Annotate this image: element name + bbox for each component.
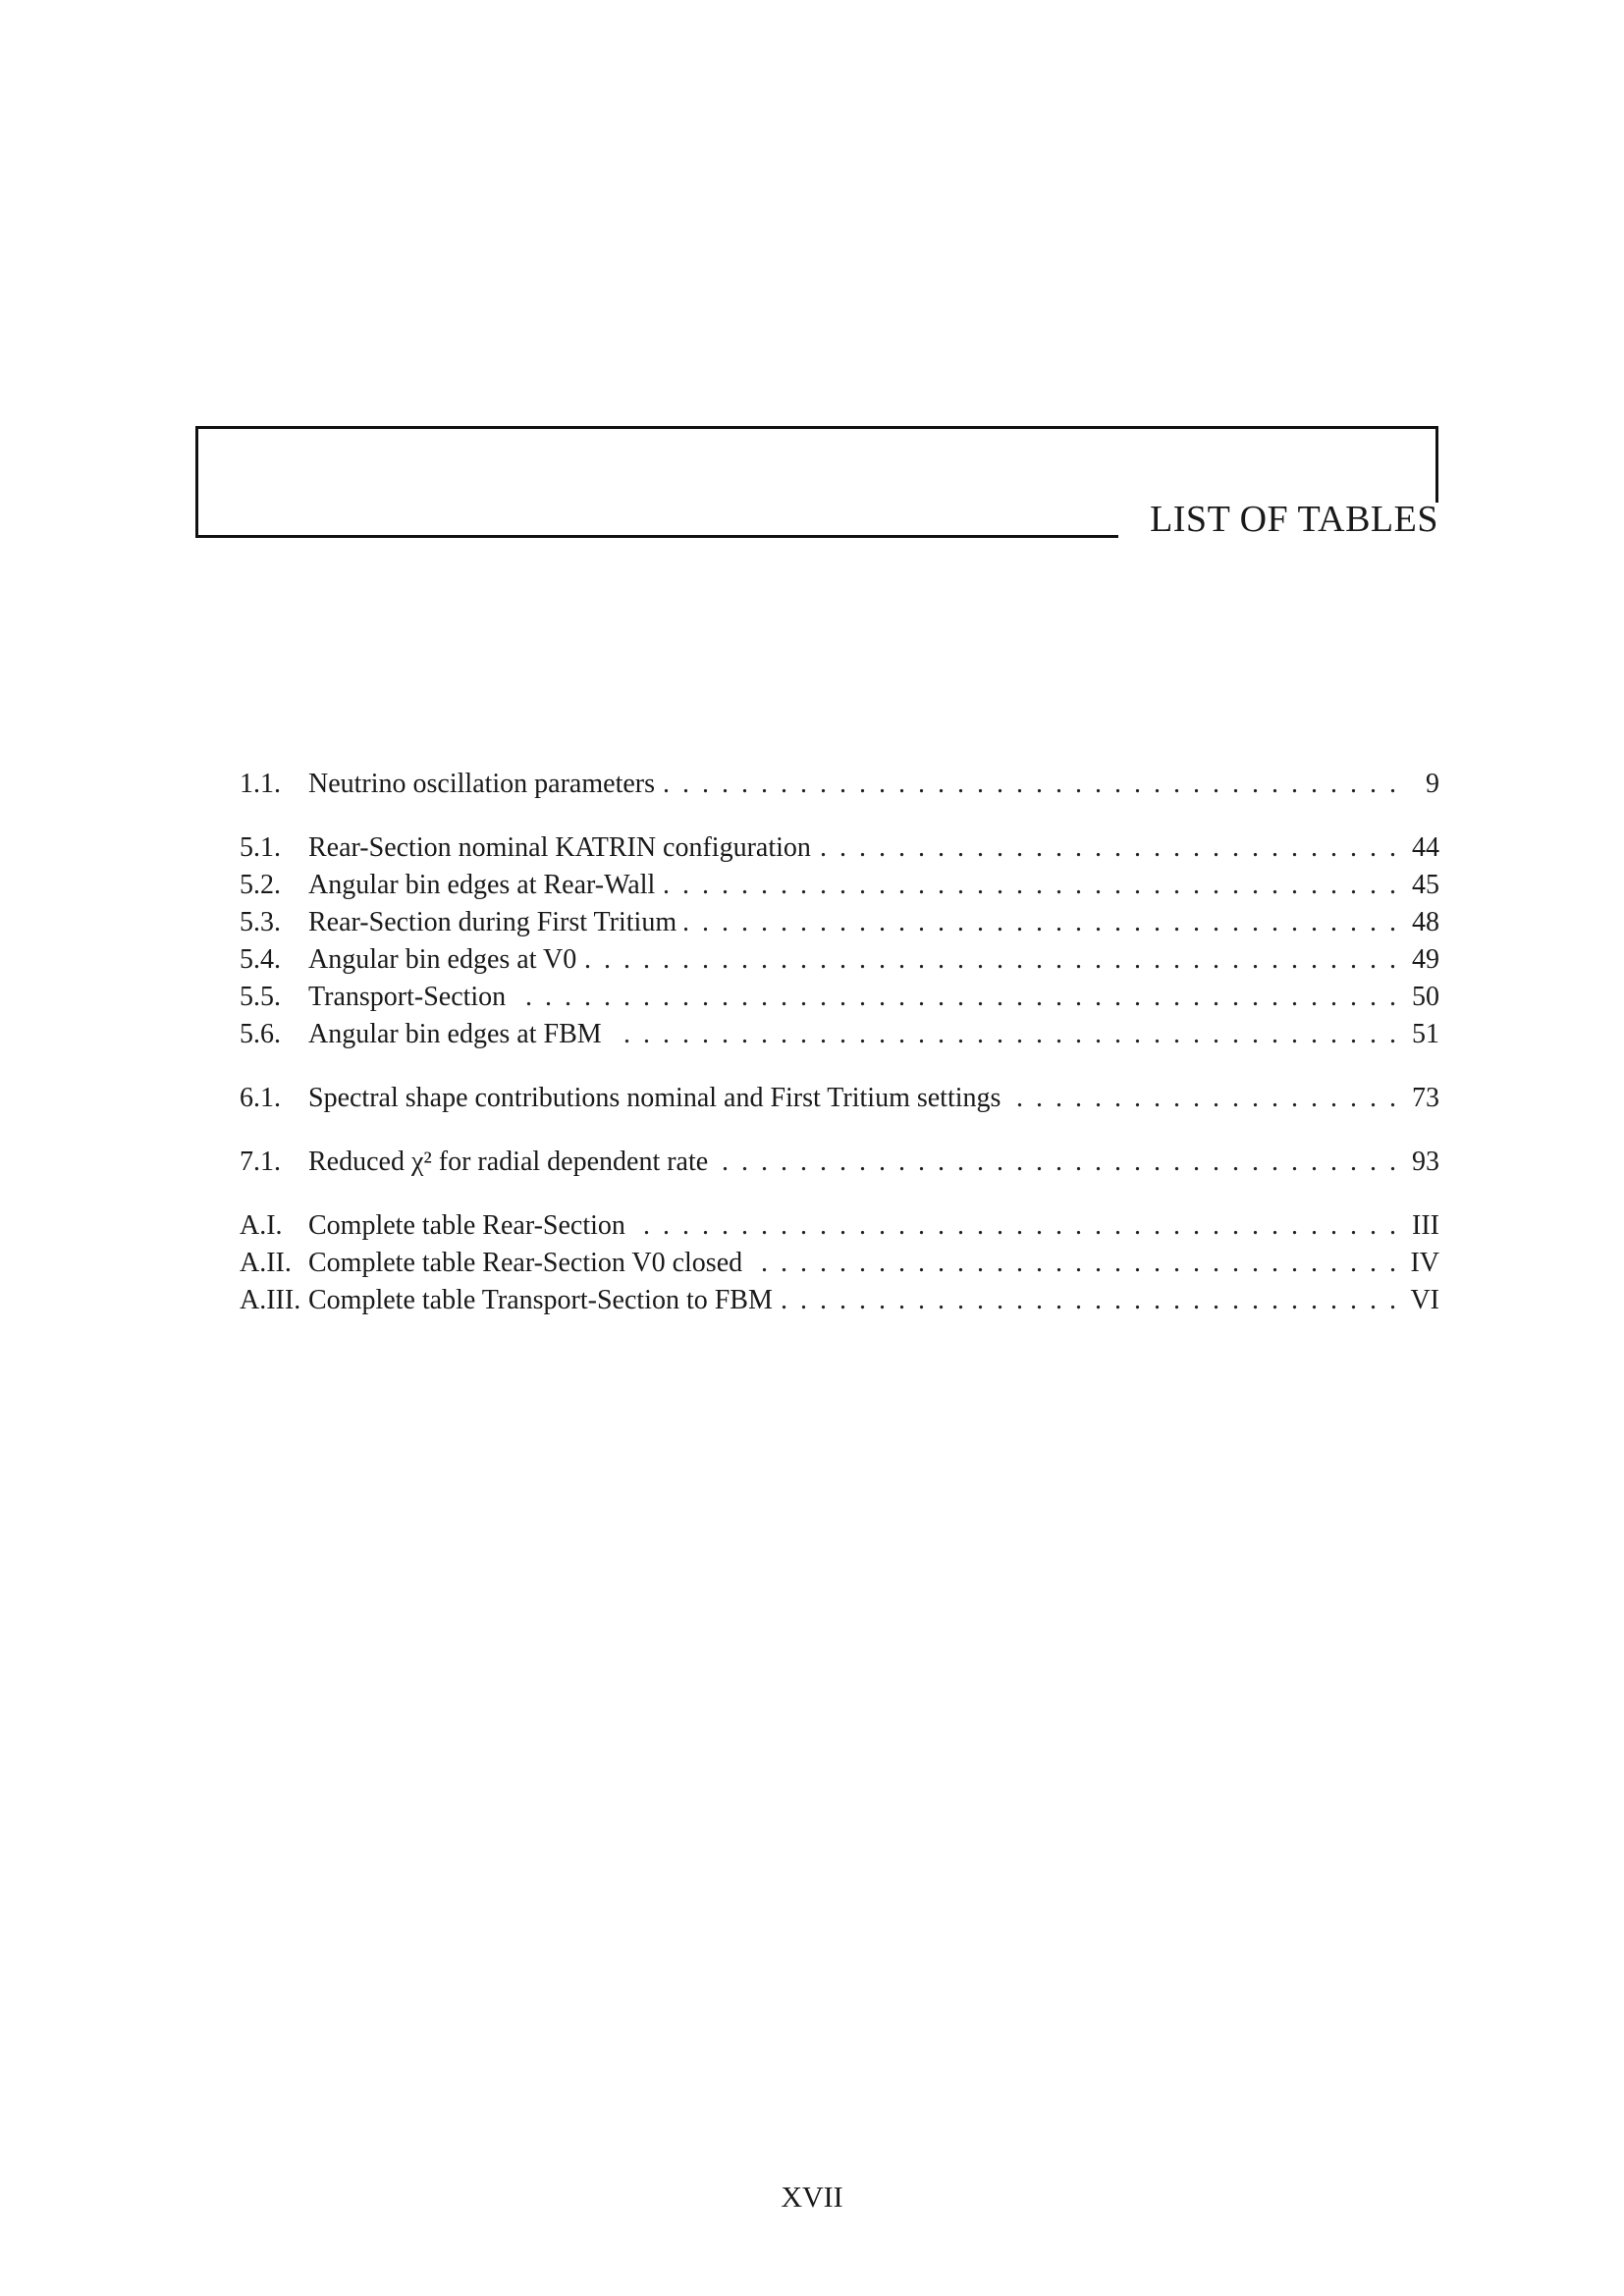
toc-entry[interactable] [240, 904, 1439, 941]
toc-entry-page: 49 [1412, 944, 1439, 975]
toc-entry-number: 5.6. [240, 1019, 281, 1049]
toc-entry-page: 44 [1412, 832, 1439, 863]
toc-dot-leader [663, 867, 1396, 904]
toc-entry[interactable] [240, 829, 1439, 867]
toc-entry-title: Complete table Rear-Section [308, 1210, 625, 1241]
toc-entry-title: Transport-Section [308, 982, 507, 1012]
toc-dot-leader [750, 1245, 1396, 1282]
toc-entry-number: A.I. [240, 1210, 283, 1241]
toc-dot-leader [1008, 1080, 1396, 1117]
toc-entry-number: 5.5. [240, 982, 281, 1012]
toc-entry-page: IV [1410, 1248, 1439, 1278]
toc-entry-title: Angular bin edges at FBM [308, 1019, 602, 1049]
toc-entry-title: Reduced χ² for radial dependent rate [308, 1147, 709, 1177]
toc-entry-number: 5.3. [240, 907, 281, 937]
toc-dot-leader [684, 904, 1396, 941]
toc-entry-title: Angular bin edges at Rear-Wall [308, 870, 656, 900]
toc-entry[interactable] [240, 1245, 1439, 1282]
toc-entry-number: 5.4. [240, 944, 281, 975]
list-of-tables [240, 766, 1439, 1346]
toc-entry-number: A.III. [240, 1285, 301, 1315]
toc-dot-leader [514, 979, 1396, 1016]
toc-dot-leader [584, 941, 1396, 979]
toc-group [240, 1144, 1439, 1181]
toc-entry-number: 5.1. [240, 832, 281, 863]
toc-entry-page: 50 [1412, 982, 1439, 1012]
toc-entry[interactable] [240, 1080, 1439, 1117]
frame-top-rule [195, 426, 1438, 429]
toc-group [240, 1207, 1439, 1319]
toc-entry-page: 51 [1412, 1019, 1439, 1049]
toc-entry-title: Rear-Section nominal KATRIN configuration [308, 832, 811, 863]
toc-entry-title: Spectral shape contributions nominal and First Tritium settings [308, 1083, 1001, 1113]
toc-entry[interactable] [240, 1016, 1439, 1053]
toc-entry-page: VI [1410, 1285, 1439, 1315]
toc-entry[interactable] [240, 867, 1439, 904]
toc-entry-title: Rear-Section during First Tritium [308, 907, 677, 937]
toc-entry-number: 1.1. [240, 769, 281, 799]
toc-entry[interactable] [240, 1144, 1439, 1181]
toc-entry-page: 48 [1412, 907, 1439, 937]
toc-entry-page: 45 [1412, 870, 1439, 900]
toc-entry-title: Complete table Rear-Section V0 closed [308, 1248, 743, 1278]
frame-left-rule [195, 426, 198, 538]
toc-entry-number: 6.1. [240, 1083, 281, 1113]
toc-entry-title: Neutrino oscillation parameters [308, 769, 655, 799]
toc-entry-page: III [1412, 1210, 1439, 1241]
chapter-heading-frame [195, 426, 1438, 538]
toc-dot-leader [610, 1016, 1396, 1053]
toc-entry[interactable] [240, 941, 1439, 979]
toc-entry-page: 73 [1412, 1083, 1439, 1113]
frame-right-rule [1435, 426, 1438, 503]
page-number: XVII [781, 2181, 843, 2214]
toc-entry-number: A.II. [240, 1248, 292, 1278]
toc-dot-leader [663, 766, 1396, 803]
toc-dot-leader [633, 1207, 1396, 1245]
toc-entry-title: Complete table Transport-Section to FBM [308, 1285, 773, 1315]
toc-group [240, 766, 1439, 803]
toc-group [240, 829, 1439, 1053]
toc-entry-number: 5.2. [240, 870, 281, 900]
toc-entry[interactable] [240, 766, 1439, 803]
toc-entry[interactable] [240, 1282, 1439, 1319]
toc-group [240, 1080, 1439, 1117]
toc-dot-leader [781, 1282, 1396, 1319]
page-title: LIST OF TABLES [1150, 499, 1438, 540]
toc-entry[interactable] [240, 979, 1439, 1016]
toc-entry[interactable] [240, 1207, 1439, 1245]
toc-entry-page: 9 [1426, 769, 1439, 799]
toc-dot-leader [819, 829, 1396, 867]
toc-entry-title: Angular bin edges at V0 [308, 944, 577, 975]
toc-entry-page: 93 [1412, 1147, 1439, 1177]
toc-dot-leader [716, 1144, 1396, 1181]
frame-bottom-rule [195, 535, 1118, 538]
toc-entry-number: 7.1. [240, 1147, 281, 1177]
